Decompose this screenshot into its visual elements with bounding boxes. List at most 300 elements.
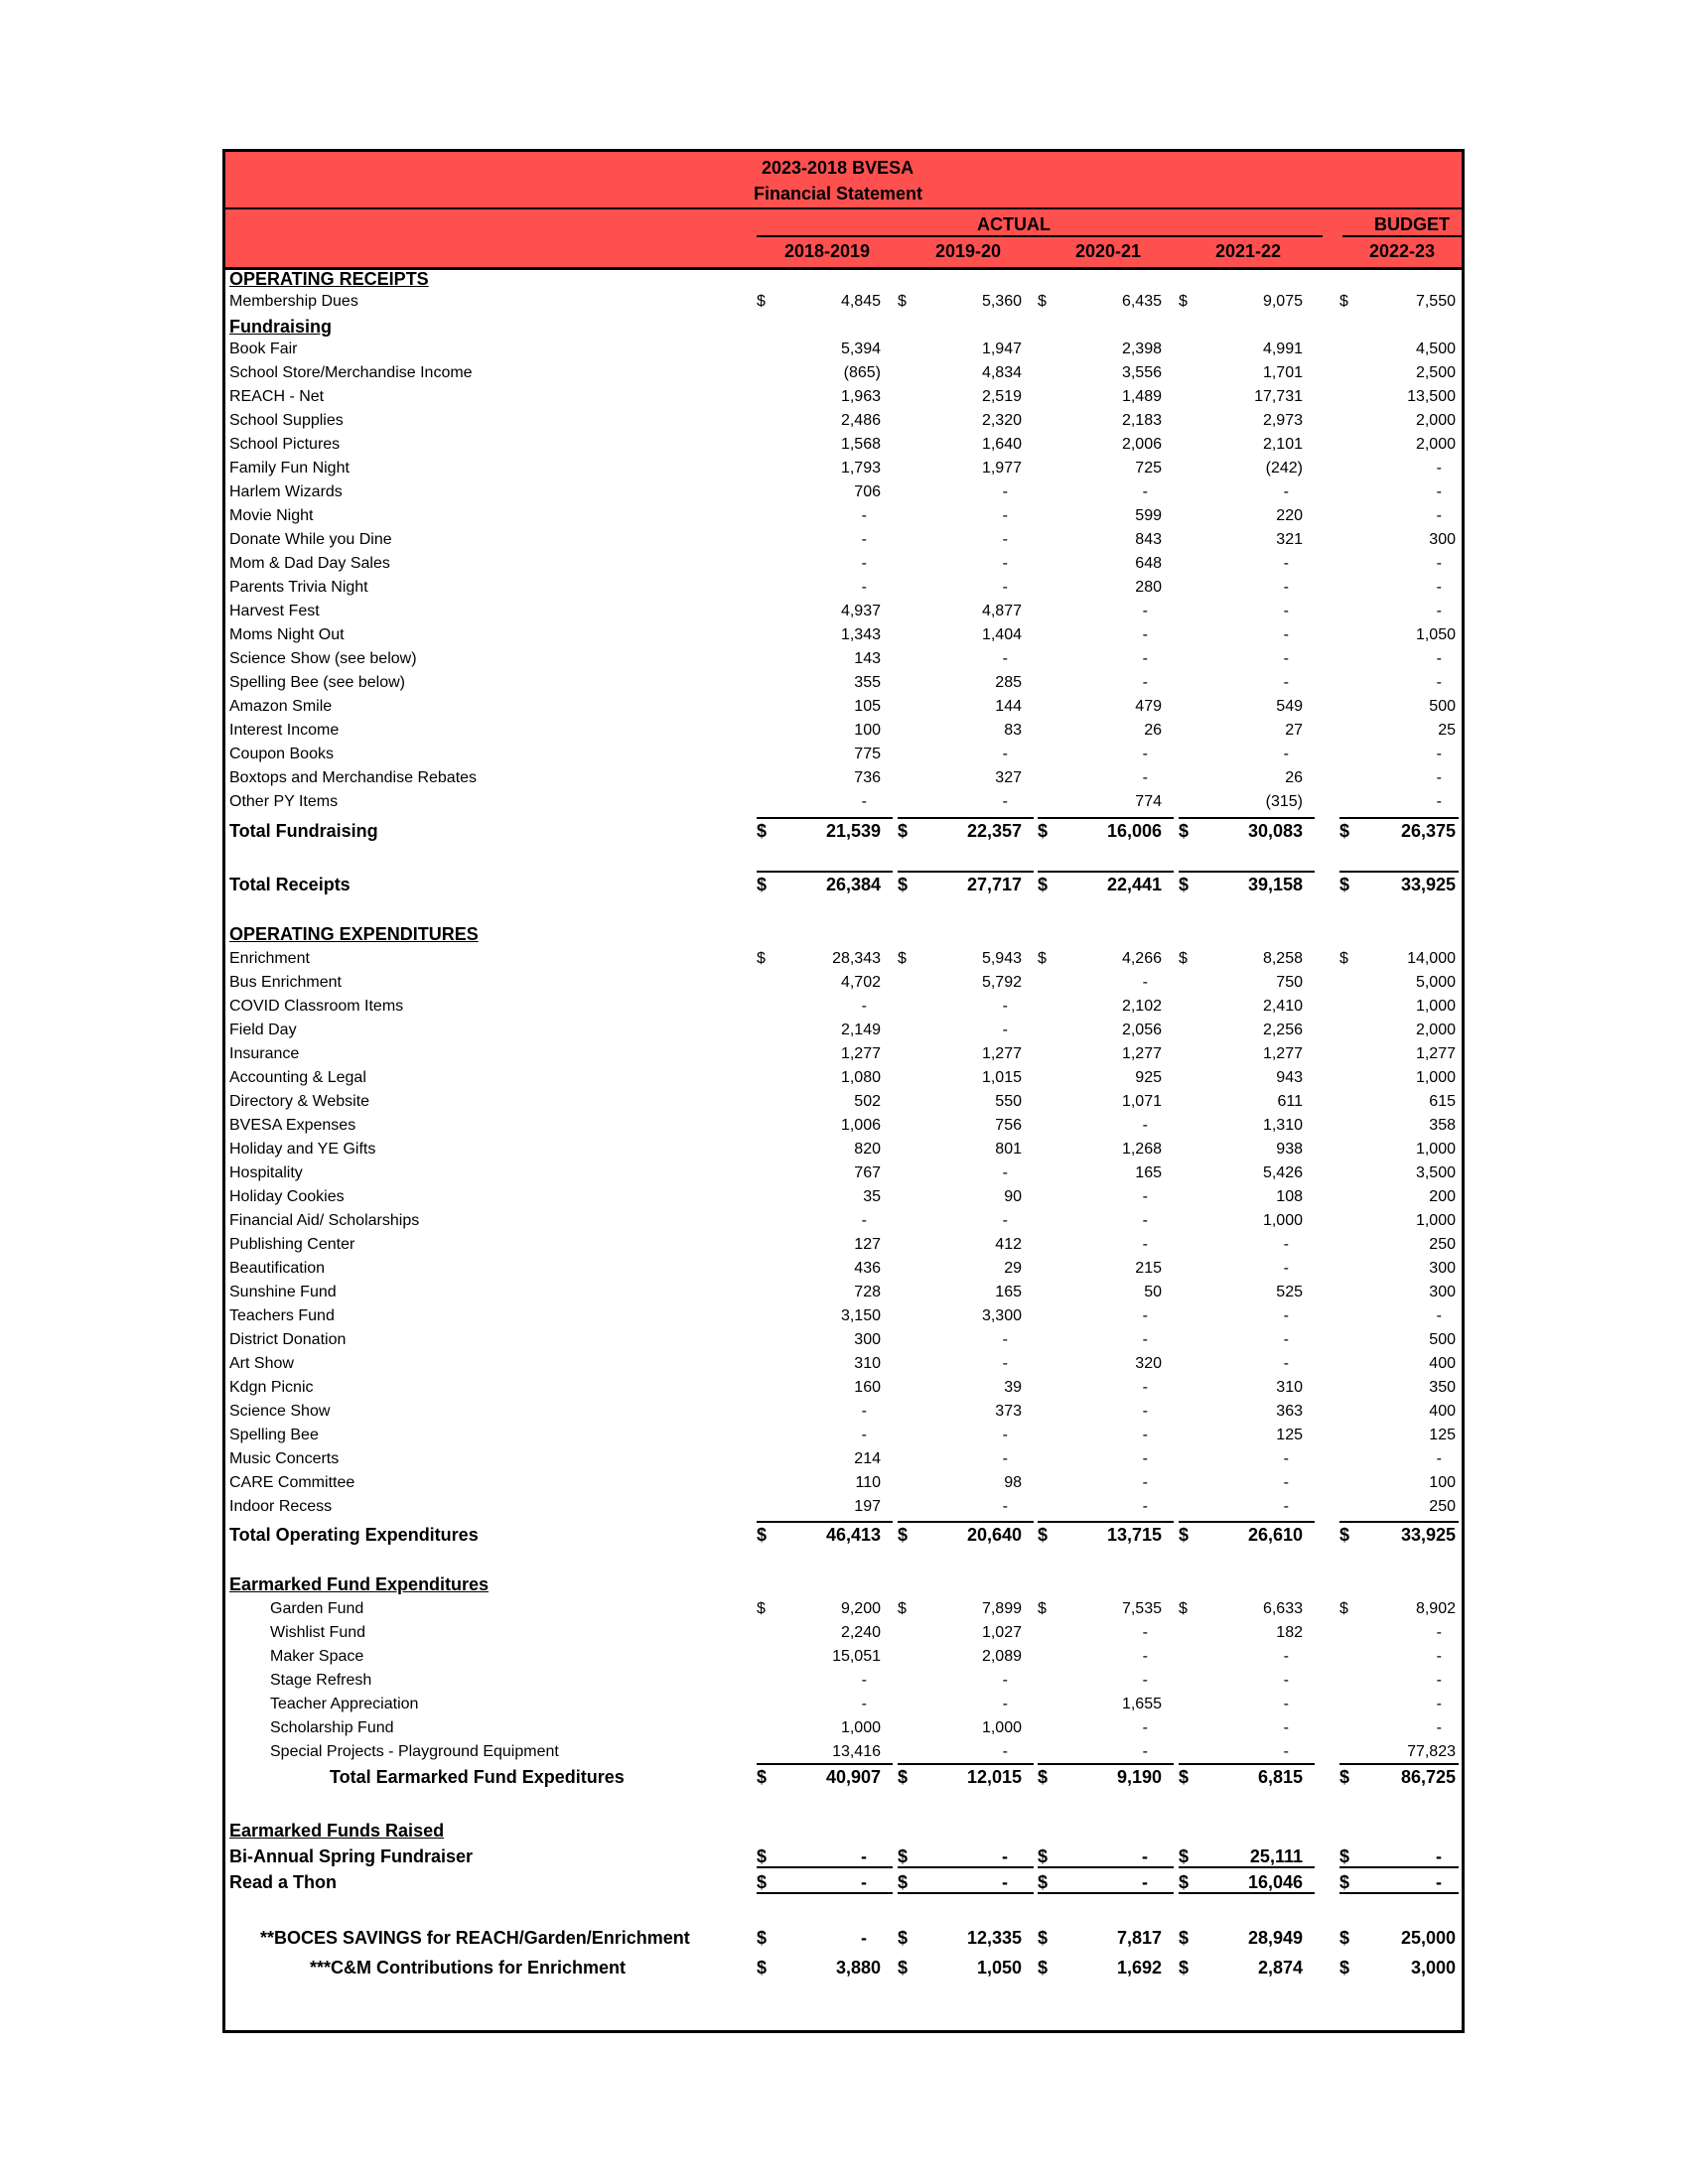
cell-value: 110 <box>855 1474 881 1491</box>
cell-value: 20,640 <box>966 1525 1022 1545</box>
cell-value: 1,277 <box>1121 1045 1162 1062</box>
row-label: Spelling Bee <box>229 1427 319 1443</box>
cell-value: 1,015 <box>981 1069 1022 1086</box>
total-earmarked-row <box>225 1765 1462 1789</box>
cell-value: 4,702 <box>840 974 881 991</box>
cell-value: 33,925 <box>1400 875 1456 894</box>
cell-value: - <box>861 579 867 596</box>
cell-value: 197 <box>854 1498 881 1515</box>
cell-value: 938 <box>1276 1141 1303 1158</box>
cell-value: 1,050 <box>1415 626 1456 643</box>
fundraising-row <box>225 791 1462 815</box>
cell-value: 310 <box>854 1355 881 1372</box>
row-label: Other PY Items <box>229 793 339 810</box>
cell-value: 13,416 <box>832 1743 881 1760</box>
row-label: Harvest Fest <box>229 603 320 619</box>
cell-value: 1,080 <box>840 1069 881 1086</box>
cell-value: 4,500 <box>1415 341 1456 357</box>
fundraising-row <box>225 767 1462 791</box>
dollar-sign: $ <box>757 1928 768 1948</box>
cell-value: - <box>861 1846 867 1866</box>
dollar-sign: $ <box>1339 1928 1350 1948</box>
cell-value: - <box>1283 1672 1289 1689</box>
dollar-sign: $ <box>898 1872 909 1892</box>
statement-title: 2023-2018 BVESA <box>762 158 914 178</box>
cell-value: 1,310 <box>1262 1117 1303 1134</box>
total-rule <box>1339 1892 1459 1894</box>
cell-value: 77,823 <box>1407 1743 1456 1760</box>
cell-value: - <box>861 1672 867 1689</box>
section-heading <box>225 1819 1462 1843</box>
cell-value: - <box>1142 650 1148 667</box>
total-rule <box>898 1892 1034 1894</box>
cell-value: 2,410 <box>1262 998 1303 1015</box>
cell-value: - <box>1283 1355 1289 1372</box>
cell-value: - <box>1142 674 1148 691</box>
cell-value: 321 <box>1276 531 1303 548</box>
cell-value: 373 <box>995 1403 1022 1420</box>
cell-value: 5,000 <box>1415 974 1456 991</box>
row-label: OPERATING EXPENDITURES <box>229 924 479 944</box>
cell-value: 100 <box>1429 1474 1456 1491</box>
dollar-sign: $ <box>757 875 768 894</box>
cell-value: 33,925 <box>1400 1525 1456 1545</box>
cell-value: 1,000 <box>1415 1069 1456 1086</box>
cell-value: 1,977 <box>981 460 1022 477</box>
cell-value: - <box>1002 1212 1008 1229</box>
dollar-sign: $ <box>757 1846 768 1866</box>
year-header: 2020-21 <box>1074 241 1142 261</box>
cell-value: 725 <box>1135 460 1162 477</box>
cell-value: 40,907 <box>825 1767 881 1787</box>
cell-value: - <box>1142 1743 1148 1760</box>
dollar-sign: $ <box>1339 293 1348 310</box>
row-label: ***C&M Contributions for Enrichment <box>310 1958 626 1978</box>
cell-value: - <box>1002 1498 1008 1515</box>
cell-value: - <box>1002 483 1008 500</box>
cell-value: - <box>1002 1696 1008 1712</box>
cell-value: - <box>1002 531 1008 548</box>
dollar-sign: $ <box>757 950 766 967</box>
fundraising-row <box>225 648 1462 672</box>
cell-value: 1,640 <box>981 436 1022 453</box>
cell-value: 611 <box>1277 1093 1303 1110</box>
fundraising-row <box>225 696 1462 720</box>
cell-value: 1,568 <box>840 436 881 453</box>
cell-value: 2,000 <box>1415 436 1456 453</box>
earmarked-row <box>225 1622 1462 1646</box>
cell-value: - <box>1002 1022 1008 1038</box>
cell-value: - <box>1142 626 1148 643</box>
dollar-sign: $ <box>1038 1525 1049 1545</box>
total-receipts-row <box>225 873 1462 896</box>
expenditure-row <box>225 1115 1462 1139</box>
fundraising-row <box>225 624 1462 648</box>
year-header: 2018-2019 <box>783 241 871 261</box>
cell-value: 1,000 <box>1415 1212 1456 1229</box>
cell-value: 550 <box>995 1093 1022 1110</box>
dollar-sign: $ <box>1038 950 1047 967</box>
cell-value: 165 <box>1135 1164 1162 1181</box>
cell-value: - <box>1142 974 1148 991</box>
fundraising-row <box>225 601 1462 624</box>
row-label: Family Fun Night <box>229 460 350 477</box>
dollar-sign: $ <box>1038 875 1049 894</box>
row-label: Publishing Center <box>229 1236 355 1253</box>
row-label: Maker Space <box>270 1648 364 1665</box>
row-label: Teacher Appreciation <box>270 1696 419 1712</box>
section-heading <box>225 922 1462 946</box>
row-label: Parents Trivia Night <box>229 579 368 596</box>
earmarked-row <box>225 1646 1462 1670</box>
cell-value: - <box>1142 769 1148 786</box>
cell-value: - <box>1436 1307 1442 1324</box>
cell-value: 1,343 <box>840 626 881 643</box>
cell-value: - <box>1283 483 1289 500</box>
table-header <box>225 152 1462 270</box>
fundraising-row <box>225 410 1462 434</box>
cell-value: 2,398 <box>1121 341 1162 357</box>
cell-value: 5,792 <box>981 974 1022 991</box>
dollar-sign: $ <box>757 1600 766 1617</box>
cell-value: - <box>1283 650 1289 667</box>
row-label: Total Fundraising <box>229 821 378 841</box>
cell-value: 5,943 <box>981 950 1022 967</box>
dollar-sign: $ <box>1179 1767 1190 1787</box>
cell-value: - <box>1436 460 1442 477</box>
cell-value: - <box>1283 1260 1289 1277</box>
cell-value: - <box>1002 1672 1008 1689</box>
expenditure-row <box>225 1496 1462 1520</box>
cell-value: 820 <box>854 1141 881 1158</box>
row-label: Boxtops and Merchandise Rebates <box>229 769 478 786</box>
cell-value: - <box>1142 1498 1148 1515</box>
cell-value: 4,937 <box>840 603 881 619</box>
expenditure-row <box>225 1043 1462 1067</box>
dollar-sign: $ <box>1339 1525 1350 1545</box>
cell-value: - <box>1436 555 1442 572</box>
cell-value: 5,426 <box>1262 1164 1303 1181</box>
cell-value: 728 <box>854 1284 881 1300</box>
cell-value: 1,000 <box>981 1719 1022 1736</box>
cell-value: 39 <box>1004 1379 1022 1396</box>
total-operating-expenditures-row <box>225 1523 1462 1547</box>
row-label: Science Show <box>229 1403 331 1420</box>
cell-value: 27 <box>1285 722 1303 739</box>
row-label: Art Show <box>229 1355 294 1372</box>
cell-value: 25 <box>1438 722 1456 739</box>
fundraising-row <box>225 529 1462 553</box>
cell-value: 327 <box>995 769 1022 786</box>
row-label: Total Receipts <box>229 875 351 894</box>
cell-value: 26,375 <box>1400 821 1456 841</box>
year-header: 2021-22 <box>1214 241 1282 261</box>
cell-value: 105 <box>854 698 881 715</box>
row-label: OPERATING RECEIPTS <box>229 269 429 289</box>
row-label: Mom & Dad Day Sales <box>229 555 390 572</box>
cell-value: - <box>1142 1403 1148 1420</box>
earmarked-row <box>225 1741 1462 1765</box>
total-rule <box>757 1892 893 1894</box>
row-label: Donate While you Dine <box>229 531 392 548</box>
cell-value: 2,183 <box>1121 412 1162 429</box>
dollar-sign: $ <box>898 293 907 310</box>
cell-value: - <box>861 531 867 548</box>
cell-value: 599 <box>1135 507 1162 524</box>
cell-value: - <box>1142 1307 1148 1324</box>
cell-value: 214 <box>854 1450 881 1467</box>
cell-value: 13,500 <box>1407 388 1456 405</box>
cell-value: 1,050 <box>976 1958 1022 1978</box>
cell-value: - <box>1002 1427 1008 1443</box>
membership-row <box>225 291 1462 315</box>
cell-value: - <box>1142 603 1148 619</box>
cell-value: - <box>1142 1672 1148 1689</box>
cell-value: 1,404 <box>981 626 1022 643</box>
cell-value: 525 <box>1276 1284 1303 1300</box>
fundraising-row <box>225 386 1462 410</box>
cell-value: - <box>1283 1236 1289 1253</box>
cell-value: 943 <box>1276 1069 1303 1086</box>
row-label: Wishlist Fund <box>270 1624 366 1641</box>
dollar-sign: $ <box>1179 293 1188 310</box>
cell-value: - <box>1283 1498 1289 1515</box>
cell-value: - <box>1436 1696 1442 1712</box>
cell-value: - <box>861 998 867 1015</box>
dollar-sign: $ <box>757 1525 768 1545</box>
boces-savings-row <box>225 1926 1462 1950</box>
cell-value: 16,006 <box>1106 821 1162 841</box>
cell-value: - <box>861 507 867 524</box>
cell-value: 46,413 <box>825 1525 881 1545</box>
cell-value: 4,845 <box>840 293 881 310</box>
cell-value: - <box>1142 1212 1148 1229</box>
cell-value: - <box>1142 1719 1148 1736</box>
cell-value: 843 <box>1135 531 1162 548</box>
row-label: Read a Thon <box>229 1872 338 1892</box>
cell-value: 83 <box>1004 722 1022 739</box>
earmarked-row <box>225 1670 1462 1694</box>
cell-value: 35 <box>863 1188 881 1205</box>
cell-value: 500 <box>1429 1331 1456 1348</box>
cell-value: 26,384 <box>825 875 881 894</box>
expenditure-row <box>225 1139 1462 1162</box>
cell-value: - <box>861 1928 867 1948</box>
cell-value: 182 <box>1276 1624 1303 1641</box>
cell-value: - <box>1002 579 1008 596</box>
cell-value: 355 <box>854 674 881 691</box>
cell-value: 100 <box>854 722 881 739</box>
cell-value: 3,300 <box>981 1307 1022 1324</box>
cell-value: 2,486 <box>840 412 881 429</box>
cell-value: 6,633 <box>1262 1600 1303 1617</box>
row-label: COVID Classroom Items <box>229 998 404 1015</box>
cell-value: - <box>1002 1355 1008 1372</box>
cell-value: - <box>1002 793 1008 810</box>
cell-value: 25,111 <box>1249 1846 1303 1866</box>
dollar-sign: $ <box>1038 1846 1049 1866</box>
cell-value: 1,000 <box>840 1719 881 1736</box>
cell-value: - <box>1283 1474 1289 1491</box>
cell-value: 2,240 <box>840 1624 881 1641</box>
cell-value: - <box>1436 603 1442 619</box>
dollar-sign: $ <box>757 821 768 841</box>
dollar-sign: $ <box>1038 821 1049 841</box>
cell-value: - <box>1142 1117 1148 1134</box>
cell-value: 2,102 <box>1121 998 1162 1015</box>
cell-value: 6,815 <box>1257 1767 1303 1787</box>
cell-value: 7,550 <box>1415 293 1456 310</box>
cell-value: 108 <box>1276 1188 1303 1205</box>
cell-value: - <box>1002 1846 1008 1866</box>
cell-value: - <box>861 1872 867 1892</box>
cell-value: 285 <box>995 674 1022 691</box>
cell-value: 7,535 <box>1121 1600 1162 1617</box>
budget-label: BUDGET <box>1374 214 1450 234</box>
cell-value: 750 <box>1276 974 1303 991</box>
dollar-sign: $ <box>1038 1767 1049 1787</box>
cell-value: 3,150 <box>840 1307 881 1324</box>
cell-value: 127 <box>854 1236 881 1253</box>
cell-value: - <box>1283 1307 1289 1324</box>
earmarked-row <box>225 1598 1462 1622</box>
cell-value: 15,051 <box>832 1648 881 1665</box>
fundraising-row <box>225 672 1462 696</box>
cell-value: - <box>861 1403 867 1420</box>
row-label: BVESA Expenses <box>229 1117 356 1134</box>
cell-value: 2,000 <box>1415 412 1456 429</box>
row-label: Moms Night Out <box>229 626 345 643</box>
section-heading <box>225 315 1462 339</box>
cell-value: 125 <box>1276 1427 1303 1443</box>
cell-value: - <box>1002 650 1008 667</box>
dollar-sign: $ <box>1339 950 1348 967</box>
cell-value: 500 <box>1429 698 1456 715</box>
cell-value: 310 <box>1276 1379 1303 1396</box>
cell-value: - <box>1142 1846 1148 1866</box>
cell-value: 165 <box>995 1284 1022 1300</box>
cell-value: 736 <box>854 769 881 786</box>
cell-value: 16,046 <box>1247 1872 1303 1892</box>
cell-value: 2,519 <box>981 388 1022 405</box>
row-label: Membership Dues <box>229 293 358 310</box>
cell-value: - <box>1002 1743 1008 1760</box>
cell-value: 1,277 <box>981 1045 1022 1062</box>
cell-value: 13,715 <box>1106 1525 1162 1545</box>
cell-value: 925 <box>1135 1069 1162 1086</box>
cell-value: - <box>1283 674 1289 691</box>
expenditure-row <box>225 1401 1462 1425</box>
row-label: CARE Committee <box>229 1474 355 1491</box>
cell-value: 3,880 <box>835 1958 881 1978</box>
cell-value: 2,149 <box>840 1022 881 1038</box>
row-label: Fundraising <box>229 317 332 337</box>
cell-value: 22,441 <box>1106 875 1162 894</box>
cell-value: 436 <box>854 1260 881 1277</box>
cell-value: 8,258 <box>1262 950 1303 967</box>
cell-value: - <box>1142 1188 1148 1205</box>
cell-value: - <box>1142 1474 1148 1491</box>
cell-value: - <box>1142 1427 1148 1443</box>
cell-value: - <box>861 1696 867 1712</box>
dollar-sign: $ <box>898 950 907 967</box>
dollar-sign: $ <box>1339 1872 1350 1892</box>
cell-value: 21,539 <box>825 821 881 841</box>
cell-value: - <box>1436 1648 1442 1665</box>
dollar-sign: $ <box>1038 1600 1047 1617</box>
row-label: Holiday Cookies <box>229 1188 345 1205</box>
row-label: REACH - Net <box>229 388 325 405</box>
year-header: 2022-23 <box>1368 241 1436 261</box>
cell-value: 2,089 <box>981 1648 1022 1665</box>
cell-value: 1,947 <box>981 341 1022 357</box>
expenditure-row <box>225 1234 1462 1258</box>
cell-value: 3,000 <box>1410 1958 1456 1978</box>
funds-raised-row <box>225 1844 1462 1868</box>
cell-value: 706 <box>854 483 881 500</box>
row-label: Music Concerts <box>229 1450 340 1467</box>
row-label: Insurance <box>229 1045 300 1062</box>
cell-value: - <box>1142 1379 1148 1396</box>
cell-value: 358 <box>1429 1117 1456 1134</box>
section-heading <box>225 267 1462 291</box>
total-rule <box>757 1866 893 1868</box>
cell-value: - <box>1436 793 1442 810</box>
dollar-sign: $ <box>757 1767 768 1787</box>
cell-value: - <box>1283 1696 1289 1712</box>
cell-value: 200 <box>1429 1188 1456 1205</box>
dollar-sign: $ <box>1038 1958 1049 1978</box>
dollar-sign: $ <box>1179 1525 1190 1545</box>
cell-value: - <box>1283 1331 1289 1348</box>
cell-value: 125 <box>1429 1427 1456 1443</box>
cell-value: - <box>1436 1872 1442 1892</box>
cell-value: 300 <box>1429 1284 1456 1300</box>
cell-value: 9,075 <box>1262 293 1303 310</box>
cell-value: 1,701 <box>1262 364 1303 381</box>
cell-value: 1,489 <box>1121 388 1162 405</box>
dollar-sign: $ <box>898 875 909 894</box>
fundraising-row <box>225 339 1462 362</box>
cell-value: - <box>1142 1872 1148 1892</box>
row-label: Total Earmarked Fund Expeditures <box>330 1767 625 1787</box>
cell-value: - <box>1142 1331 1148 1348</box>
row-label: Coupon Books <box>229 746 334 762</box>
expenditure-row <box>225 1282 1462 1305</box>
cell-value: - <box>1436 1450 1442 1467</box>
row-label: Special Projects - Playground Equipment <box>270 1743 559 1760</box>
cell-value: (242) <box>1265 460 1303 477</box>
dollar-sign: $ <box>1179 875 1190 894</box>
expenditure-row <box>225 1162 1462 1186</box>
row-label: Beautification <box>229 1260 326 1277</box>
dollar-sign: $ <box>1038 1928 1049 1948</box>
cell-value: 39,158 <box>1247 875 1303 894</box>
dollar-sign: $ <box>1339 1767 1350 1787</box>
cell-value: 3,500 <box>1415 1164 1456 1181</box>
cell-value: - <box>1002 1872 1008 1892</box>
dollar-sign: $ <box>1179 950 1188 967</box>
cell-value: 615 <box>1429 1093 1456 1110</box>
row-label: Field Day <box>229 1022 297 1038</box>
cell-value: 1,277 <box>1262 1045 1303 1062</box>
cell-value: 1,006 <box>840 1117 881 1134</box>
row-label: Bi-Annual Spring Fundraiser <box>229 1846 474 1866</box>
total-rule <box>1339 1866 1459 1868</box>
row-label: Harlem Wizards <box>229 483 343 500</box>
cell-value: 648 <box>1135 555 1162 572</box>
cell-value: 4,877 <box>981 603 1022 619</box>
